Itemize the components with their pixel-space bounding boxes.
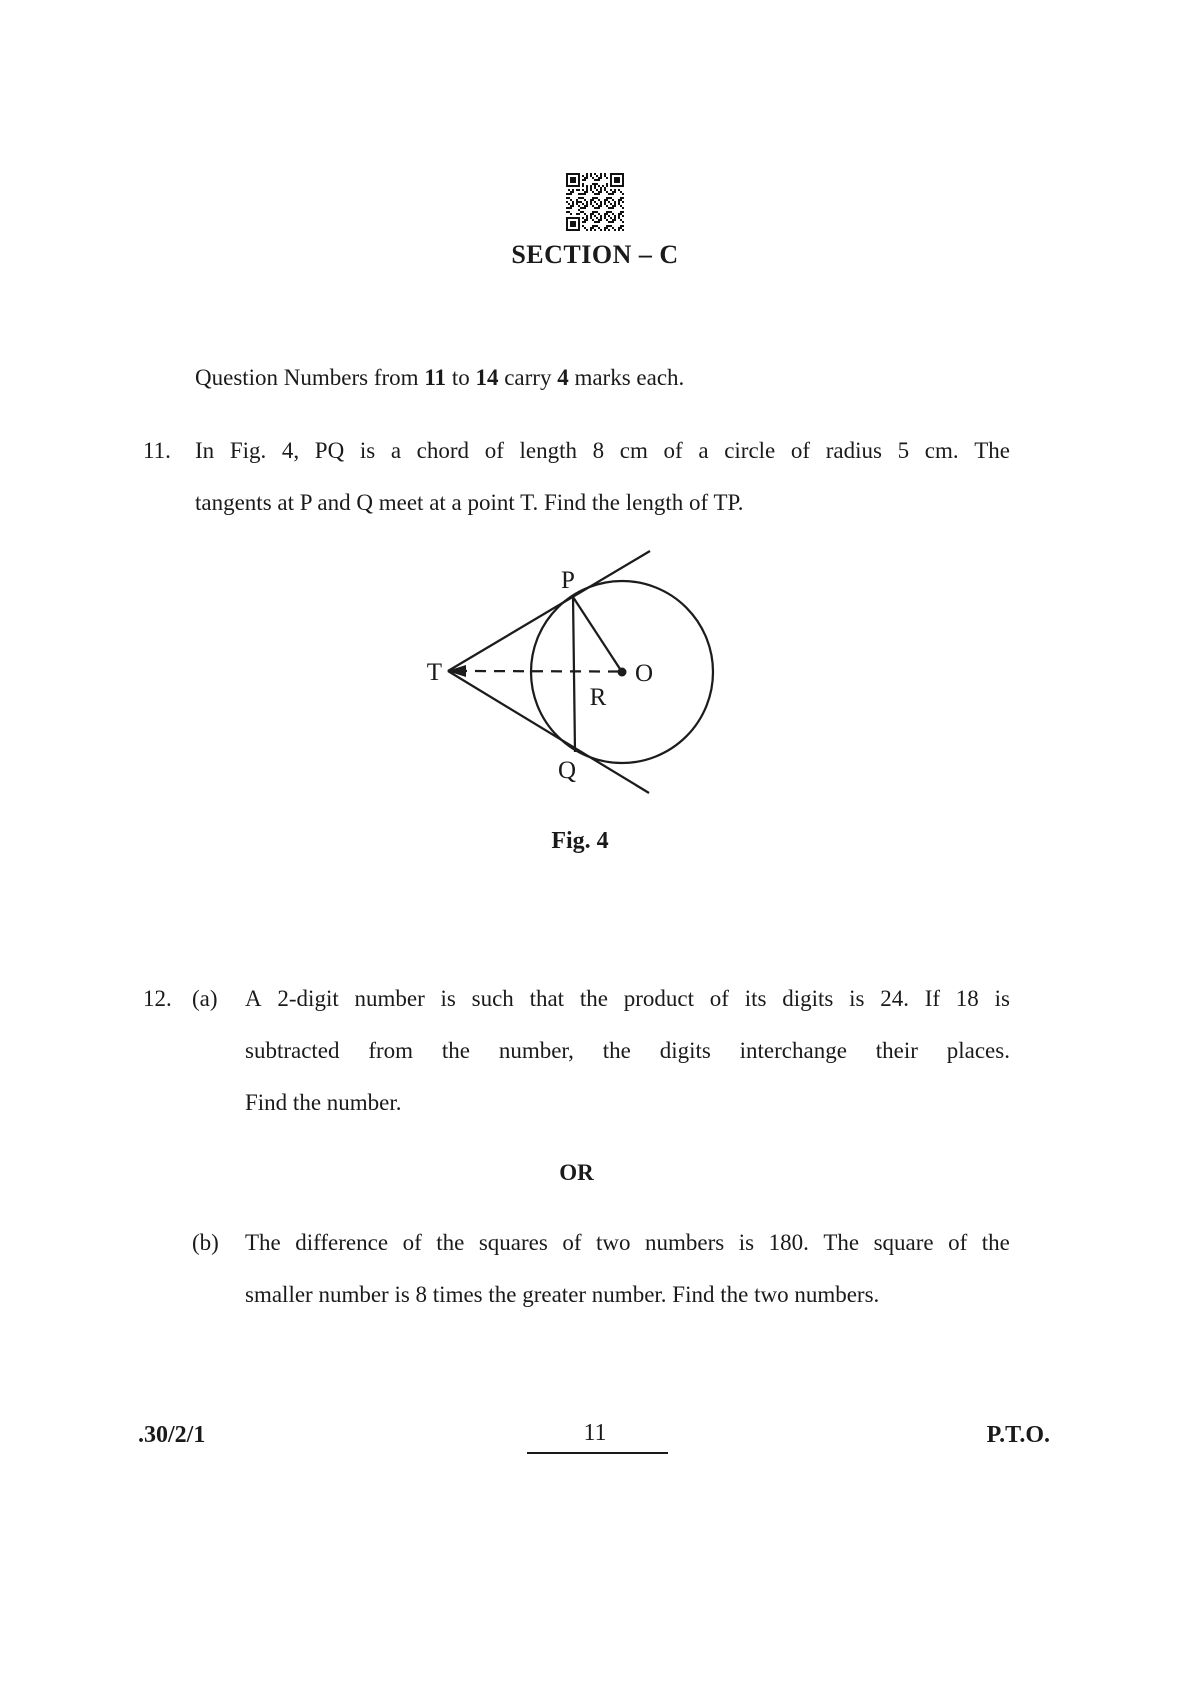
paper-code: .30/2/1 [138,1422,206,1448]
marks-note-text: Question Numbers from [195,365,425,390]
question-12-number: 12. [143,986,172,1011]
marks-note-text: carry [498,365,558,390]
question-12b-label: (b) [192,1230,219,1255]
page-number: 11 [583,1420,607,1446]
question-12b-line-1: The difference of the squares of two numbers is 180. The square of the [245,1230,1010,1255]
label-Q: Q [557,757,577,784]
question-11-number: 11. [143,438,171,463]
question-12a-line-3: Find the number. [245,1090,402,1115]
qr-finder-top-right [610,173,624,187]
marks-note-bold-14: 14 [475,365,499,390]
pto-label: P.T.O. [986,1422,1050,1448]
question-12a-line-2: subtracted from the number, the digits interchange their places. [245,1038,1010,1063]
question-12b-line-2: smaller number is 8 times the greater number. Find the two numbers. [245,1282,880,1307]
figure-4-diagram [390,540,770,825]
label-O: O [635,660,654,687]
or-divider: OR [559,1160,594,1185]
marks-note-bold-11: 11 [424,365,447,390]
question-11-line-1: In Fig. 4, PQ is a chord of length 8 cm of a circle of radius 5 cm. The [195,438,1010,463]
question-12a-text [245,973,1010,1129]
marks-note-text: to [446,365,476,390]
question-12b-text [245,1217,1010,1321]
qr-finder-bottom-left [566,217,580,231]
question-11-text [195,425,1010,529]
label-P: P [561,567,575,594]
qr-code-icon [566,172,624,232]
label-R: R [589,684,607,711]
question-11-line-2: tangents at P and Q meet at a point T. Find the length of TP. [195,490,744,515]
qr-finder-top-left [566,173,580,187]
radius-OP [573,597,622,672]
marks-note-text: marks each. [568,365,685,390]
question-12a-line-1: A 2-digit number is such that the product of its digits is 24. If 18 is [245,986,1010,1011]
tangent-TQ [448,671,649,793]
tangent-TP [448,551,650,671]
dashed-line-TO [456,671,620,672]
section-heading: SECTION – C [511,240,679,269]
marks-note-bold-4: 4 [557,365,569,390]
question-12a-label: (a) [192,986,218,1011]
marks-note [195,352,684,404]
label-T: T [426,659,442,686]
page-number-underline [527,1452,668,1454]
figure-4-caption: Fig. 4 [551,828,609,854]
center-dot-O [618,668,627,677]
chord-PQ [573,595,575,752]
